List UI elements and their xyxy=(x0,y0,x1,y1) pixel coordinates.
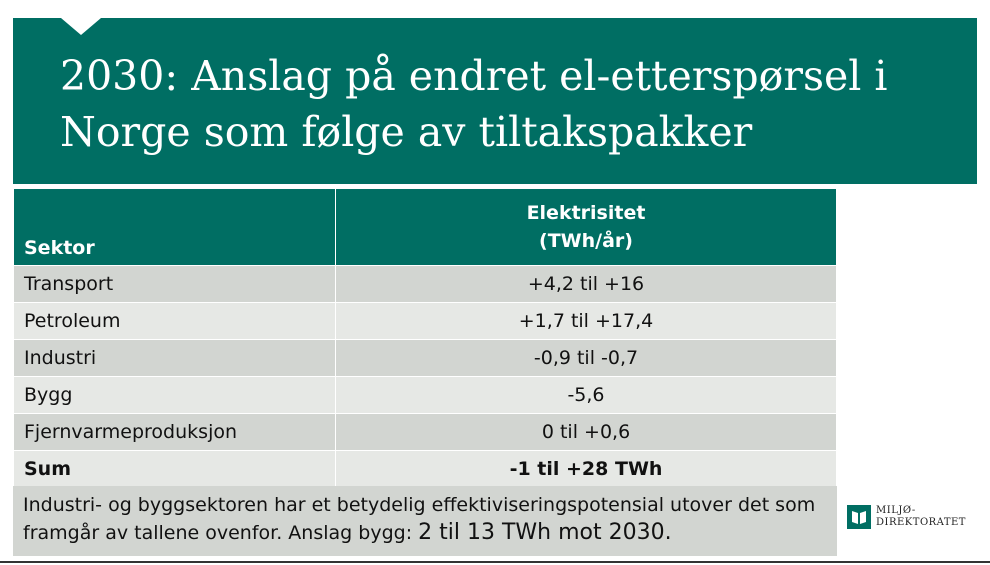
footnote-highlight: 2 til 13 TWh mot 2030. xyxy=(418,520,672,545)
sum-value: -1 til +28 TWh xyxy=(336,451,837,488)
sum-row xyxy=(14,451,837,488)
bottom-divider xyxy=(0,561,990,563)
table-row xyxy=(14,377,837,414)
logo-text xyxy=(876,505,966,529)
sector-cell: Bygg xyxy=(14,377,336,414)
slide-title: 2030: Anslag på endret el-etterspørsel i Norge som følge av tiltakspakker xyxy=(60,52,888,156)
sum-label: Sum xyxy=(14,451,336,488)
miljodirektoratet-logo xyxy=(847,503,987,533)
value-cell: 0 til +0,6 xyxy=(336,414,837,451)
electricity-table xyxy=(13,188,837,488)
sector-cell: Industri xyxy=(14,340,336,377)
header-sector: Sektor xyxy=(14,189,336,266)
title-notch xyxy=(61,18,101,35)
logo-line2: DIREKTORATET xyxy=(876,517,966,528)
header-electricity xyxy=(336,189,837,266)
sector-cell: Fjernvarmeproduksjon xyxy=(14,414,336,451)
value-cell: -0,9 til -0,7 xyxy=(336,340,837,377)
sector-cell: Transport xyxy=(14,266,336,303)
header-electricity-unit: (TWh/år) xyxy=(539,230,633,252)
table-row xyxy=(14,414,837,451)
table-row xyxy=(14,303,837,340)
value-cell: +1,7 til +17,4 xyxy=(336,303,837,340)
header-electricity-title: Elektrisitet xyxy=(526,202,646,224)
table-row xyxy=(14,340,837,377)
value-cell: -5,6 xyxy=(336,377,837,414)
footnote-text: Industri- og byggsektoren har et betydelig effektiviseringspotensial utover det som framgår av tallene ovenfor. Anslag bygg: xyxy=(23,494,816,544)
value-cell: +4,2 til +16 xyxy=(336,266,837,303)
table-header-row xyxy=(14,189,837,266)
table-row xyxy=(14,266,837,303)
sector-cell: Petroleum xyxy=(14,303,336,340)
footnote-box xyxy=(13,486,837,556)
logo-line1: MILJØ- xyxy=(876,505,916,516)
miljodirektoratet-logo-icon xyxy=(847,505,871,529)
